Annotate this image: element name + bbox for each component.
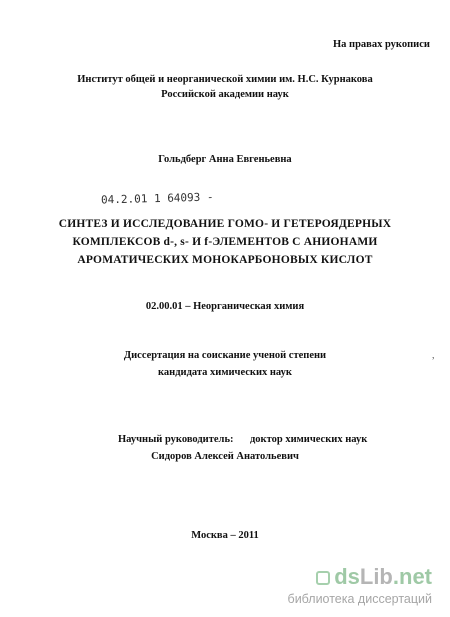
- dslib-logo: [288, 566, 432, 588]
- dslib-watermark: [288, 566, 432, 606]
- thesis-title-line-3: АРОМАТИЧЕСКИХ МОНОКАРБОНОВЫХ КИСЛОТ: [77, 254, 373, 266]
- author-name: Гольдберг Анна Евгеньевна: [158, 154, 292, 165]
- institute-line-1: Институт общей и неорганической химии им. Н.С. Курнакова: [77, 74, 373, 85]
- city-year: Москва – 2011: [191, 530, 259, 541]
- watermark-subtitle: библиотека диссертаций: [287, 592, 432, 606]
- thesis-title-line-1: СИНТЕЗ И ИССЛЕДОВАНИЕ ГОМО- И ГЕТЕРОЯДЕРНЫХ: [58, 218, 392, 230]
- rights-note: На правах рукописи: [333, 39, 430, 50]
- logo-ds: ds: [334, 564, 360, 589]
- degree-line-1: Диссертация на соискание ученой степени: [123, 350, 327, 361]
- thesis-title-line-2: КОМПЛЕКСОВ d-, s- И f-ЭЛЕМЕНТОВ С АНИОНАМИ: [72, 236, 378, 248]
- book-icon: [316, 571, 330, 585]
- specialty: 02.00.01 – Неорганическая химия: [145, 301, 305, 312]
- library-stamp: 04.2.01 1 64093 -: [100, 190, 214, 207]
- logo-net: net: [399, 564, 432, 589]
- degree-line-2: кандидата химических наук: [158, 367, 292, 378]
- institute-line-2: Российской академии наук: [161, 89, 289, 100]
- supervisor-label: Научный руководитель:: [118, 434, 234, 445]
- logo-dot: .: [392, 564, 399, 589]
- supervisor-name: Сидоров Алексей Анатольевич: [151, 451, 299, 462]
- margin-mark: ,: [432, 350, 435, 361]
- logo-lib: Lib: [359, 564, 393, 589]
- supervisor-title: доктор химических наук: [250, 434, 368, 445]
